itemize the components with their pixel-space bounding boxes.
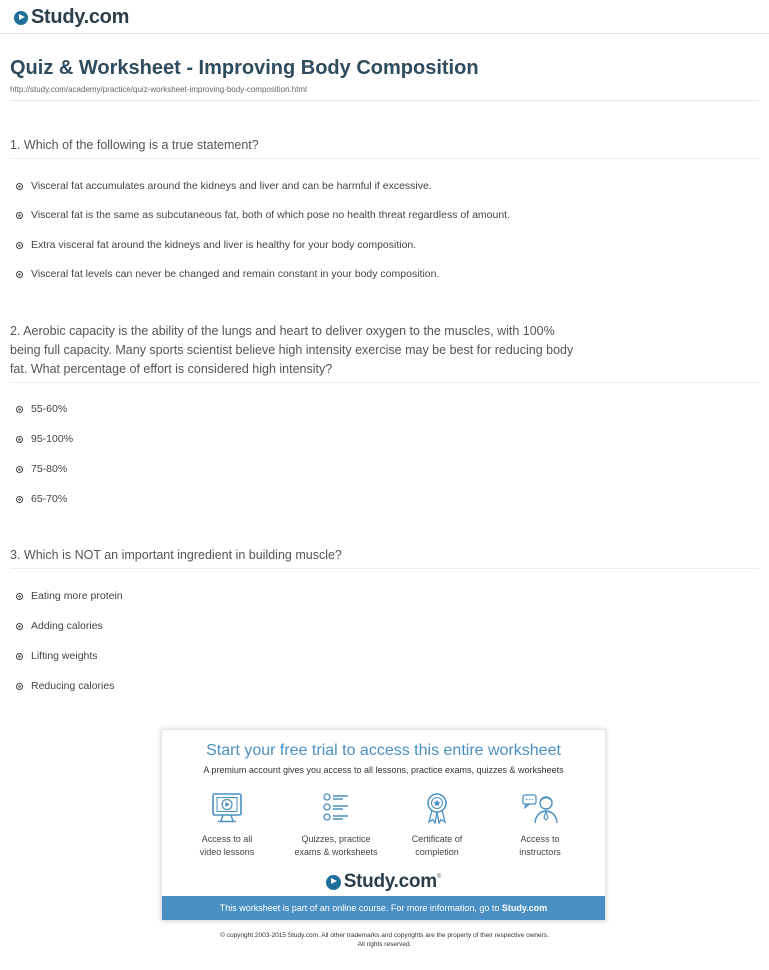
feature-label-line: Access to [520,834,560,844]
question-3-answer[interactable] [16,650,98,662]
radio-icon[interactable] [16,496,23,503]
question-2-divider [10,382,759,383]
question-1-answer[interactable] [16,180,432,192]
question-3-answer[interactable] [16,680,114,692]
feature-label-line: Access to all [201,834,253,844]
cta-footer-text: This worksheet is part of an online course. For more information, go to [219,903,502,913]
feature-quizzes [281,792,391,859]
study-logo[interactable] [14,6,129,29]
quiz-list-icon [319,792,353,824]
copyright-line: All rights reserved. [357,941,412,948]
cta-study-logo[interactable] [162,871,605,893]
page-url[interactable]: http://study.com/academy/practice/quiz-worksheet-improving-body-composition.html [10,85,307,94]
question-1-answer[interactable] [16,209,510,221]
video-lesson-icon [210,792,244,824]
instructor-icon [521,792,559,824]
radio-icon[interactable] [16,183,23,190]
feature-video-lessons [172,792,282,859]
radio-icon[interactable] [16,623,23,630]
answer-label: 65-70% [31,493,68,505]
answer-label: Visceral fat accumulates around the kidneys and liver and can be harmful if excessive. [31,180,432,192]
radio-icon[interactable] [16,242,23,249]
question-2-line: fat. What percentage of effort is considered high intensity? [10,362,333,376]
play-icon [326,875,341,890]
feature-label-line: Quizzes, practice [301,834,371,844]
page-title: Quiz & Worksheet - Improving Body Composition [10,57,479,79]
question-2-answer[interactable] [16,433,73,445]
question-1-text: 1. Which of the following is a true statement? [10,138,259,152]
copyright-line: © copyright 2003-2015 Study.com. All other trademarks and copyrights are the property of their respective owners. [220,932,549,939]
radio-icon[interactable] [16,436,23,443]
trademark-symbol: ® [436,874,442,880]
question-2-text [10,322,630,379]
feature-instructors [485,792,595,859]
question-1-answer[interactable] [16,268,439,280]
radio-icon[interactable] [16,653,23,660]
cta-footer-link[interactable]: Study.com [501,903,548,913]
answer-label: Visceral fat levels can never be changed and remain constant in your body composition. [31,268,440,280]
cta-subheading: A premium account gives you access to all lessons, practice exams, quizzes & worksheets [203,765,564,775]
radio-icon[interactable] [16,683,23,690]
question-2-answer[interactable] [16,403,67,415]
answer-label: Reducing calories [31,680,115,692]
answer-label: Extra visceral fat around the kidneys and liver is healthy for your body composition. [31,239,417,251]
feature-label-line: exams & worksheets [294,847,378,857]
radio-icon[interactable] [16,212,23,219]
answer-label: Eating more protein [31,590,123,602]
logo-text: Study.com [31,6,130,28]
answer-label: 95-100% [31,433,74,445]
feature-label-line: completion [415,847,459,857]
feature-label-line: Certificate of [411,834,463,844]
title-divider [10,100,759,101]
free-trial-box[interactable] [161,729,606,921]
question-3-answer[interactable] [16,590,123,602]
answer-label: Visceral fat is the same as subcutaneous fat, both of which pose no health threat regardless of amount. [31,209,511,221]
question-3-text: 3. Which is NOT an important ingredient in building muscle? [10,548,342,562]
answer-label: 55-60% [31,403,68,415]
feature-label-line: instructors [519,847,561,857]
question-2-line: being full capacity. Many sports scientist believe high intensity exercise may be best for reducing body [10,343,574,357]
question-3-answer[interactable] [16,620,103,632]
question-1-answer[interactable] [16,239,416,251]
cta-footer-bar [162,896,605,920]
question-2-answer[interactable] [16,463,67,475]
answer-label: 75-80% [31,463,68,475]
radio-icon[interactable] [16,271,23,278]
certificate-icon [420,792,454,824]
feature-label-line: video lessons [199,847,255,857]
feature-certificate [382,792,492,859]
question-3-divider [10,568,759,569]
cta-heading[interactable]: Start your free trial to access this entire worksheet [206,742,561,759]
answer-label: Adding calories [31,620,103,632]
question-1-divider [10,158,759,159]
play-icon [14,11,28,25]
logo-text: Study.com [343,871,437,892]
header-divider [0,33,769,34]
copyright [0,931,769,949]
radio-icon[interactable] [16,406,23,413]
radio-icon[interactable] [16,466,23,473]
answer-label: Lifting weights [31,650,98,662]
question-2-answer[interactable] [16,493,67,505]
radio-icon[interactable] [16,593,23,600]
question-2-line: 2. Aerobic capacity is the ability of the lungs and heart to deliver oxygen to the muscles, with 100% [10,324,555,338]
